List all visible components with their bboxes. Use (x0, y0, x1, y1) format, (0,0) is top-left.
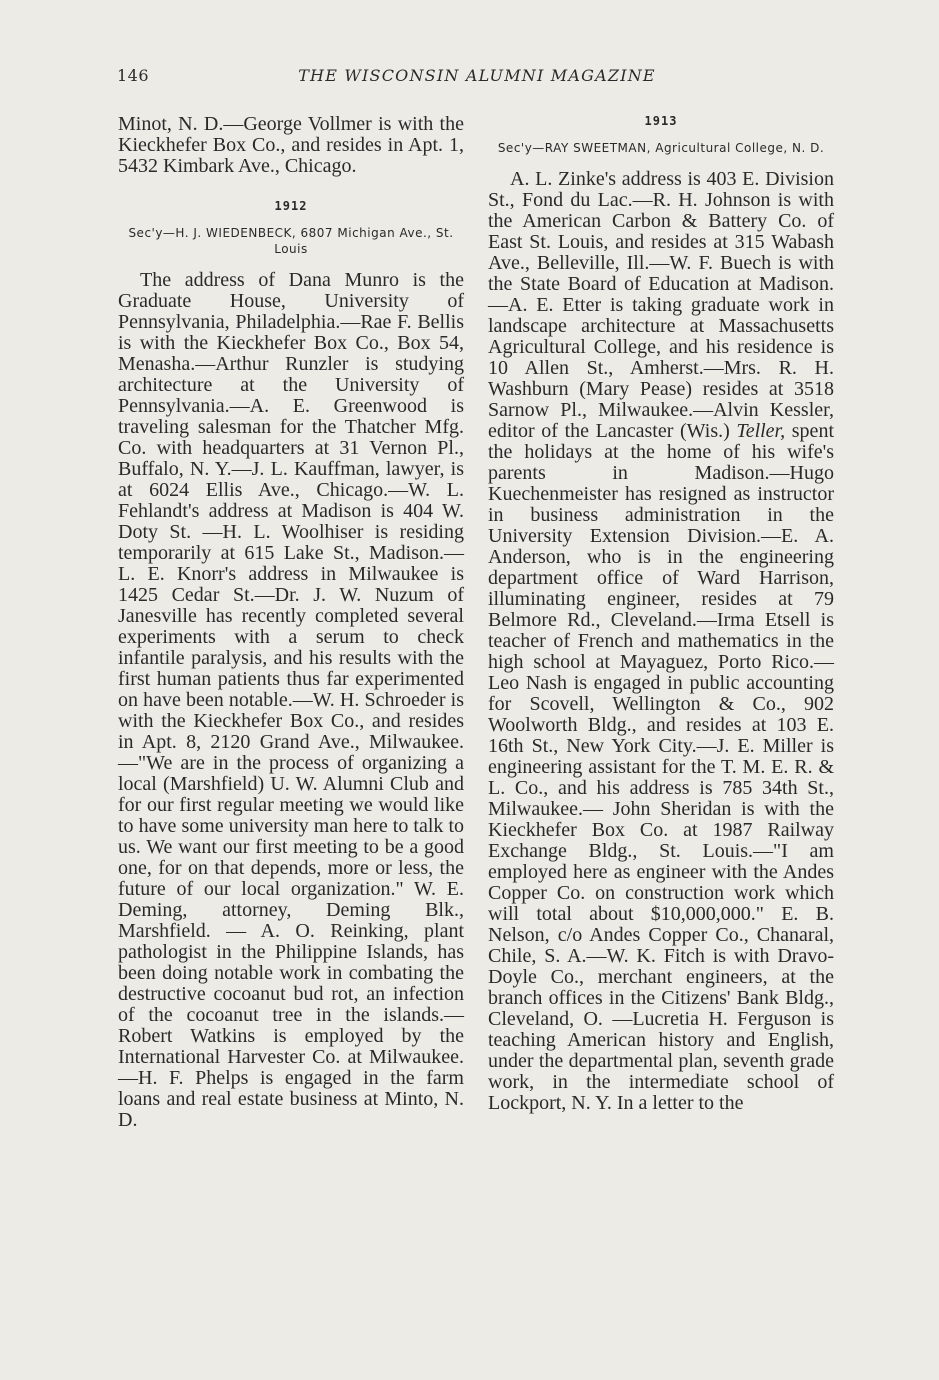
left-column (118, 114, 464, 1131)
class-year-1912: 1912 (274, 199, 308, 213)
running-head (117, 66, 837, 92)
class-year-1913: 1913 (644, 114, 678, 128)
magazine-title: THE WISCONSIN ALUMNI MAGAZINE (298, 66, 656, 85)
right-column (488, 114, 834, 1114)
class-notes-1912: The address of Dana Munro is the Graduate House, University of Pennsylvania, Philadelphia.—Rae F. Bellis is with the Kieckhefer Box Co., Box 54, Menasha.—Arthur Runzler is studying architecture at the University of Pennsylvania.—A. E. Greenwood is traveling salesman for the Thatcher Mfg. Co. with headquarters at 31 Vernon Pl., Buffalo, N. Y.—J. L. Kauffman, lawyer, is at 6024 Ellis Ave., Chicago.—W. L. Fehlandt's address at Madison is 404 W. Doty St. —H. L. Woolhiser is residing temporarily at 615 Lake St., Madison.— L. E. Knorr's address in Milwaukee is 1425 Cedar St.—Dr. J. W. Nuzum of Janesville has recently completed several experiments with a serum to check infantile paralysis, and his results with the first human patients thus far experimented on have been notable.—W. H. Schroeder is with the Kieckhefer Box Co., and resides in Apt. 8, 2120 Grand Ave., Milwaukee.—"We are in the process of organizing a local (Marshfield) U. W. Alumni Club and for our first regular meeting we would like to have some university man here to talk to us. We want our first meeting to be a good one, for on that depends, more or less, the future of our local organization." W. E. Deming, attorney, Deming Blk., Marshfield. — A. O. Reinking, plant pathologist in the Philippine Islands, has been doing notable work in combating the destructive cocoanut bud rot, an infection of the cocoanut tree in the islands.—Robert Watkins is employed by the International Harvester Co. at Milwaukee.—H. F. Phelps is engaged in the farm loans and real estate business at Minto, N. D. (118, 269, 464, 1131)
class-notes-1913 (488, 169, 834, 1114)
page-number: 146 (117, 66, 150, 85)
notes-1913-part-2: spent the holidays at the home of his wife's parents in Madison.—Hugo Kuechenmeister has resigned as instructor in business administration in the University Extension Division.—E. A. Anderson, who is in the engineering department office of Ward Harrison, illuminating engineer, resides at 79 Belmore Rd., Cleveland.—Irma Etsell is teacher of French and mathematics in the high school at Mayaguez, Porto Rico.—Leo Nash is engaged in public accounting for Scovell, Wellington & Co., 902 Woolworth Bldg., and resides at 103 E. 16th St., New York City.—J. E. Miller is engineering assistant for the T. M. E. R. & L. Co., and his address is 785 34th St., Milwaukee.— John Sheridan is with the Kieckhefer Box Co. at 1987 Railway Exchange Bldg., St. Louis.—"I am employed here as engineer with the Andes Copper Co. on construction work which will total about $10,000,000." E. B. Nelson, c/o Andes Copper Co., Chanaral, Chile, S. A.—W. K. Fitch is with Dravo-Doyle Co., merchant engineers, at the branch offices in the Citizens' Bank Bldg., Cleveland, O. —Lucretia H. Ferguson is teaching American history and English, under the departmental plan, seventh grade work, in the intermediate school of Lockport, N. Y. In a letter to the (488, 420, 834, 1114)
notes-1913-part-1: A. L. Zinke's address is 403 E. Division St., Fond du Lac.—R. H. Johnson is with the American Carbon & Battery Co. of East St. Louis, and resides at 315 Wabash Ave., Belleville, Ill.—W. F. Buech is with the State Board of Education at Madison.—A. E. Etter is taking graduate work in landscape architecture at Massachusetts Agricultural College, and his residence is 10 Allen St., Amherst.—Mrs. R. H. Washburn (Mary Pease) resides at 3518 Sarnow Pl., Milwaukee.—Alvin Kessler, editor of the Lancaster (Wis.) (488, 168, 834, 442)
newspaper-name: Teller, (736, 420, 786, 442)
secretary-1913: Sec'y—RAY SWEETMAN, Agricultural College, N. D. (497, 141, 825, 155)
secretary-1912: Sec'y—H. J. WIEDENBECK, 6807 Michigan Ave., St. Louis (128, 226, 454, 256)
intro-paragraph: Minot, N. D.—George Vollmer is with the Kieckhefer Box Co., and resides in Apt. 1, 5432 Kimbark Ave., Chicago. (118, 113, 464, 177)
